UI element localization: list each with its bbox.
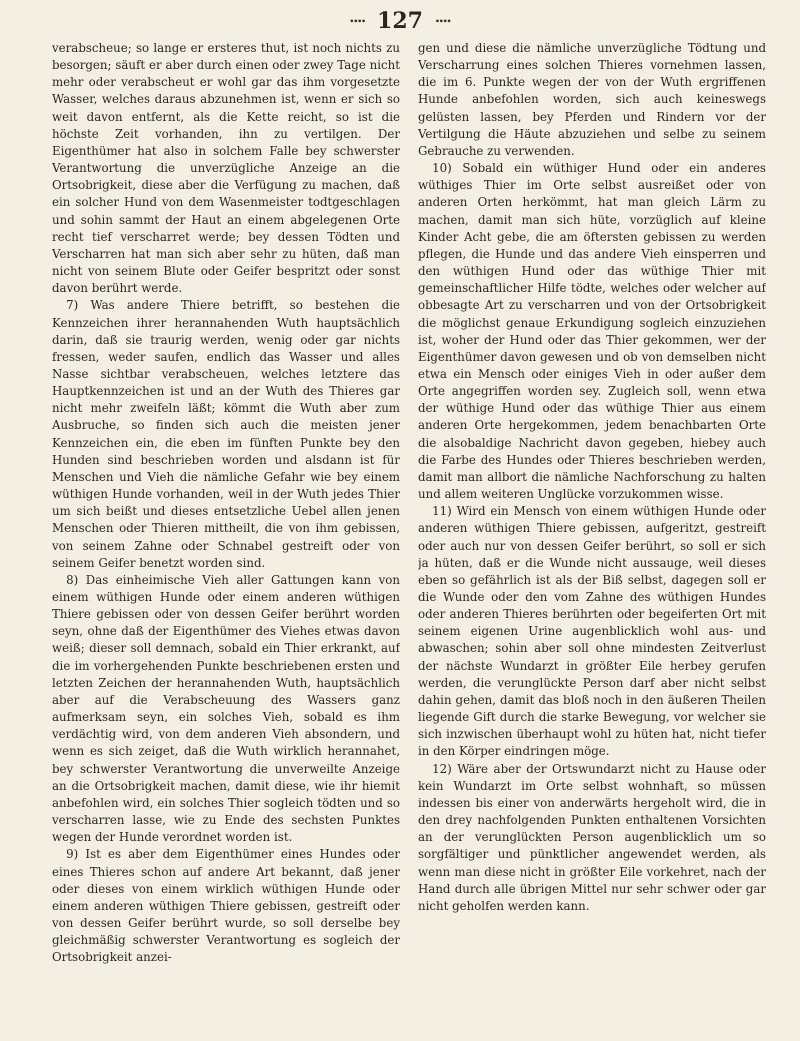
paragraph: 9) Ist es aber dem Eigenthümer eines Hundes oder eines Thieres schon auf andere Art bekannt, daß jener oder dieses von einem wirklich wüthigen Hunde oder einem anderen wüthigen Thiere gebissen, gestreift oder von dessen Geifer berührt wurde, so soll derselbe bey gleichmäßig schwerster Verantwortung es sogleich der Ortsobrigkeit anzei-	[52, 847, 400, 965]
left-column	[52, 40, 400, 1030]
paragraph: verabscheue; so lange er ersteres thut, ist noch nichts zu besorgen; säuft er aber durch einen oder zwey Tage nicht mehr oder verabscheut er wohl gar das ihm vorgesetzte Wasser, welches daraus abzunehmen ist, wenn er sich so weit davon entfernt, als die Kette reicht, so ist die höchste Zeit vorhanden, ihn zu vertilgen. Der Eigenthümer hat also in solchem Falle bey schwerster Verantwortung die unverzügliche Anzeige an die Ortsobrigkeit, diese aber die Verfügung zu machen, daß ein solcher Hund von dem Wasenmeister todtgeschlagen und sohin sammt der Haut an einem abgelegenen Orte recht tief verscharret werde; bey dessen Tödten und Verscharren hat man sich aber sehr zu hüten, daß man nicht von seinem Blute oder Geifer bespritzt oder sonst davon berührt werde.	[52, 41, 400, 296]
page-header	[0, 6, 800, 36]
paragraph: 10) Sobald ein wüthiger Hund oder ein anderes wüthiges Thier im Orte selbst ausreißet oder von anderen Orten herkömmt, hat man gleich Lärm zu machen, damit man sich hüte, vorzüglich auf kleine Kinder Acht gebe, die am öftersten gebissen zu werden pflegen, die Hunde und das andere Vieh einsperren und den wüthigen Hund oder das wüthige Thier mit gemeinschaftlicher Hilfe tödte, welches oder welcher auf obbesagte Art zu verscharren und von der Ortsobrigkeit die möglichst genaue Erkundigung sogleich einzuziehen ist, woher der Hund oder das Thier gekommen, wer der Eigenthümer davon gewesen und ob von demselben nicht etwa ein Mensch oder einiges Vieh in oder außer dem Orte angegriffen worden sey. Zugleich soll, wenn etwa der wüthige Hund oder das wüthige Thier aus einem anderen Orte hergekommen, jedem benachbarten Orte die alsobaldige Nachricht davon gegeben, hiebey auch die Farbe des Hundes oder Thieres beschrieben werden, damit man allbort die nämliche Nachforschung zu halten und allem weiteren Unglücke vorzukommen wisse.	[418, 161, 766, 502]
paragraph: 12) Wäre aber der Ortswundarzt nicht zu Hause oder kein Wundarzt im Orte selbst wohnhaft, so müssen indessen bis einer von anderwärts hergeholt wird, die in den drey nachfolgenden Punkten enthaltenen Vorsichten an der verunglückten Person augenblicklich um so sorgfältiger und pünktlicher angewendet werden, als wenn man diese nicht in größter Eile vorkehret, nach der Hand durch alle übrigen Mittel nur sehr schwer oder gar nicht geholfen werden kann.	[418, 761, 766, 913]
paragraph: 7) Was andere Thiere betrifft, so bestehen die Kennzeichen ihrer herannahenden Wuth hauptsächlich darin, daß sie traurig werden, wenig oder gar nichts fressen, weder saufen, endlich das Wasser und alles Nasse sichtbar verabscheuen, welches letztere das Hauptkennzeichen ist und an der Wuth des Thieres gar nicht mehr zweifeln läßt; kömmt die Wuth aber zum Ausbruche, so finden sich auch die meisten jener Kennzeichen ein, die eben im fünften Punkte bey den Hunden sind beschrieben worden und alsdann ist für Menschen und Vieh die nämliche Gefahr wie bey einem wüthigen Hunde vorhanden, weil in der Wuth jedes Thier um sich beißt und dieses entsetzliche Uebel allen jenen Menschen oder Thieren mittheilt, die von ihm gebissen, von seinem Zahne oder Schnabel gestreift oder von seinem Geifer benetzt worden sind.	[52, 298, 400, 570]
ornament-right: ∙∙∙∙	[434, 15, 451, 27]
paragraph: 8) Das einheimische Vieh aller Gattungen kann von einem wüthigen Hunde oder einem anderen wüthigen Thiere gebissen oder von dessen Geifer berührt worden seyn, ohne daß der Eigenthümer des Viehes etwas davon weiß; dieser soll demnach, sobald ein Thier erkrankt, auf die im vorhergehenden Punkte beschriebenen ersten und letzten Zeichen der herannahenden Wuth, hauptsächlich aber auf die Verabscheuung des Wassers ganz aufmerksam seyn, ein solches Vieh, sobald es ihm verdächtig wird, von dem anderen Vieh absondern, und wenn es sich zeiget, daß die Wuth wirklich herannahet, bey schwerster Verantwortung die unverweilte Anzeige an die Ortsobrigkeit machen, damit diese, wie ihr hiemit anbefohlen wird, ein solches Thier sogleich tödten und so verscharren lasse, wie zu Ende des sechsten Punktes wegen der Hunde verordnet worden ist.	[52, 572, 400, 845]
right-column	[418, 40, 766, 1030]
page-number: 127	[377, 8, 423, 34]
paragraph: gen und diese die nämliche unverzügliche Tödtung und Verscharrung eines solchen Thieres vornehmen lassen, die im 6. Punkte wegen der von der Wuth ergriffenen Hunde anbefohlen worden, sich auch keineswegs gelüsten lassen, bey Pferden und Rindern vor der Vertilgung die Häute abzuziehen und selbe zu seinem Gebrauche zu verwenden.	[418, 41, 766, 158]
ornament-left: ∙∙∙∙	[349, 15, 366, 27]
paragraph: 11) Wird ein Mensch von einem wüthigen Hunde oder anderen wüthigen Thiere gebissen, aufgeritzt, gestreift oder auch nur von dessen Geifer berührt, so soll er sich ja hüten, daß er die Wunde nicht aussauge, weil dieses eben so gefährlich ist als der Biß selbst, dagegen soll er die Wunde oder den vom Zahne des wüthigen Hundes oder anderen Thieres berührten oder begeiferten Ort mit seinem eigenen Urine augenblicklich wohl aus- und abwaschen; sohin aber soll ohne mindesten Zeitverlust der nächste Wundarzt in größter Eile herbey gerufen werden, die verunglückte Person darf aber nicht selbst dahin gehen, damit das bloß noch in den äußeren Theilen liegende Gift durch die starke Bewegung, vor welcher sie sich inzwischen überhaupt wohl zu hüten hat, nicht tiefer in den Körper eindringen möge.	[418, 504, 766, 759]
